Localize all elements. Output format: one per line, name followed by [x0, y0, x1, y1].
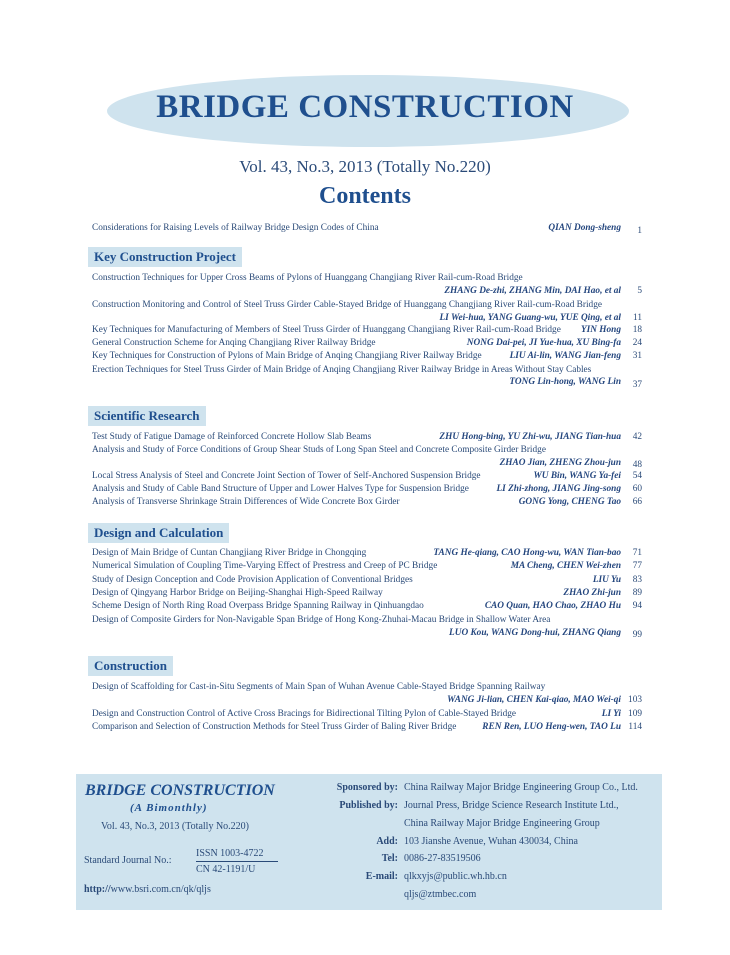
- article-page: 103: [628, 695, 642, 705]
- article-page: 31: [632, 351, 642, 361]
- toc-entry-continued[interactable]: [92, 627, 642, 640]
- toc-entry[interactable]: [92, 496, 642, 509]
- toc-entry[interactable]: [92, 547, 642, 560]
- article-page: 71: [632, 548, 642, 558]
- published-value-line2: China Railway Major Bridge Engineering Group: [404, 818, 600, 829]
- article-title: Considerations for Raising Levels of Railway Bridge Design Codes of China: [92, 223, 379, 233]
- toc-entry-continued[interactable]: [92, 694, 642, 707]
- tel-label: Tel:: [381, 853, 398, 864]
- article-title: Design of Main Bridge of Cuntan Changjiang River Bridge in Chongqing: [92, 548, 367, 558]
- article-authors: NONG Dai-pei, JI Yue-hua, XU Bing-fa: [466, 338, 621, 348]
- article-page: 114: [628, 722, 642, 732]
- article-authors: ZHU Hong-bing, YU Zhi-wu, JIANG Tian-hua: [439, 432, 621, 442]
- contents-heading: Contents: [318, 183, 411, 209]
- article-authors: YIN Hong: [580, 325, 621, 335]
- article-authors: LI Zhi-zhong, JIANG Jing-song: [496, 484, 621, 494]
- toc-entry[interactable]: [92, 614, 642, 627]
- toc-entry[interactable]: [92, 600, 642, 613]
- sponsored-label: Sponsored by:: [336, 782, 398, 793]
- section-heading: Scientific Research: [88, 406, 206, 426]
- footer-volume-line: Vol. 43, No.3, 2013 (Totally No.220): [101, 821, 249, 832]
- article-page: 77: [632, 561, 642, 571]
- article-title: Design and Construction Control of Active Cross Bracings for Bidirectional Tilting Pylon of Cable-Stayed Bridge: [92, 709, 517, 719]
- article-title: General Construction Scheme for Anqing Changjiang River Railway Bridge: [92, 338, 376, 348]
- journal-title: BRIDGE CONSTRUCTION: [156, 89, 574, 125]
- article-page: 94: [632, 601, 642, 611]
- toc-entry[interactable]: [92, 431, 642, 444]
- published-label: Published by:: [339, 800, 398, 811]
- toc-entry[interactable]: [92, 708, 642, 721]
- article-authors: LIU Yu: [592, 575, 621, 585]
- toc-entry[interactable]: [92, 587, 642, 600]
- article-authors: TANG He-qiang, CAO Hong-wu, WAN Tian-bao: [433, 548, 621, 558]
- toc-entry[interactable]: [92, 324, 642, 337]
- article-title: Key Techniques for Manufacturing of Members of Steel Truss Girder of Huanggang Changjiang River Rail-cum-Road Bridge: [92, 325, 561, 335]
- article-page: 54: [632, 471, 642, 481]
- article-page: 37: [632, 380, 642, 390]
- article-title: Comparison and Selection of Construction Methods for Steel Truss Girder of Baling River Bridge: [92, 722, 457, 732]
- address-label: Add:: [376, 836, 398, 847]
- toc-entry[interactable]: [92, 483, 642, 496]
- article-authors: LIU Ai-lin, WANG Jian-feng: [509, 351, 621, 361]
- article-title: Construction Techniques for Upper Cross Beams of Pylons of Huanggang Changjiang River Rail-cum-Road Bridge: [92, 273, 523, 283]
- article-authors: ZHANG De-zhi, ZHANG Min, DAI Hao, et al: [444, 286, 621, 296]
- toc-entry[interactable]: [92, 337, 642, 350]
- article-authors: TONG Lin-hong, WANG Lin: [509, 377, 621, 387]
- article-title: Study of Design Conception and Code Provision Application of Conventional Bridges: [92, 575, 413, 585]
- toc-entry[interactable]: [92, 470, 642, 483]
- article-title: Key Techniques for Construction of Pylons of Main Bridge of Anqing Changjiang River Railway Bridge: [92, 351, 482, 361]
- article-title: Analysis and Study of Force Conditions of Group Shear Studs of Long Span Steel and Concrete Composite Girder Bridge: [92, 445, 546, 455]
- article-page: 18: [632, 325, 642, 335]
- article-page: 66: [632, 497, 642, 507]
- tel-value: 0086-27-83519506: [404, 853, 481, 864]
- article-authors: MA Cheng, CHEN Wei-zhen: [510, 561, 621, 571]
- section-heading: Construction: [88, 656, 173, 676]
- website-link[interactable]: [84, 884, 211, 895]
- article-authors: ZHAO Jian, ZHENG Zhou-jun: [499, 458, 621, 468]
- article-authors: QIAN Dong-sheng: [548, 223, 621, 233]
- article-authors: LI Wei-hua, YANG Guang-wu, YUE Qing, et al: [439, 313, 621, 323]
- article-title: Analysis of Transverse Shrinkage Strain Differences of Wide Concrete Box Girder: [92, 497, 400, 507]
- address-value: 103 Jianshe Avenue, Wuhan 430034, China: [404, 836, 578, 847]
- article-page: 109: [628, 709, 642, 719]
- toc-entry-continued[interactable]: [92, 376, 642, 389]
- email-link-1[interactable]: qlkxyjs@public.wh.hb.cn: [404, 871, 507, 882]
- toc-entry-continued[interactable]: [92, 457, 642, 470]
- article-authors: ZHAO Zhi-jun: [563, 588, 621, 598]
- cn-number: CN 42-1191/U: [196, 861, 278, 875]
- article-page: 89: [632, 588, 642, 598]
- issn-number: ISSN 1003-4722: [196, 848, 264, 859]
- article-title: Local Stress Analysis of Steel and Concrete Joint Section of Tower of Self-Anchored Suspension Bridge: [92, 471, 481, 481]
- footer-journal-title: BRIDGE CONSTRUCTION: [85, 782, 275, 799]
- article-page: 60: [632, 484, 642, 494]
- article-title: Scheme Design of North Ring Road Overpass Bridge Spanning Railway in Qinhuangdao: [92, 601, 424, 611]
- article-authors: CAO Quan, HAO Chao, ZHAO Hu: [484, 601, 621, 611]
- article-authors: GONG Yong, CHENG Tao: [518, 497, 621, 507]
- toc-entry[interactable]: [92, 681, 642, 694]
- section-heading: Key Construction Project: [88, 247, 242, 267]
- article-page: 24: [632, 338, 642, 348]
- toc-entry[interactable]: [92, 721, 642, 734]
- toc-entry[interactable]: [92, 444, 642, 457]
- article-title: Construction Monitoring and Control of Steel Truss Girder Cable-Stayed Bridge of Huanggang Changjiang River Rail-cum-Road Bridge: [92, 300, 602, 310]
- toc-entry-continued[interactable]: [92, 285, 642, 298]
- standard-journal-numbers: [196, 848, 278, 875]
- email-link-2[interactable]: qljs@ztmbec.com: [404, 889, 477, 900]
- toc-entry[interactable]: [92, 350, 642, 363]
- article-title: Analysis and Study of Cable Band Structure of Upper and Lower Halves Type for Suspension Bridge: [92, 484, 469, 494]
- sponsored-value: China Railway Major Bridge Engineering Group Co., Ltd.: [404, 782, 638, 793]
- standard-journal-label: Standard Journal No.:: [84, 855, 172, 866]
- article-authors: REN Ren, LUO Heng-wen, TAO Lu: [482, 722, 621, 732]
- footer-frequency: (A Bimonthly): [130, 802, 208, 814]
- article-page: 42: [632, 432, 642, 442]
- toc-entry[interactable]: [92, 560, 642, 573]
- toc-entry[interactable]: [92, 222, 642, 235]
- article-title: Erection Techniques for Steel Truss Girder of Main Bridge of Anqing Changjiang River Railway Bridge in Areas Without Stay Cables: [92, 365, 592, 375]
- article-page: 1: [637, 226, 642, 236]
- article-title: Test Study of Fatigue Damage of Reinforced Concrete Hollow Slab Beams: [92, 432, 372, 442]
- toc-entry[interactable]: [92, 299, 642, 312]
- section-heading: Design and Calculation: [88, 523, 229, 543]
- article-authors: LUO Kou, WANG Dong-hui, ZHANG Qiang: [449, 628, 621, 638]
- article-page: 99: [632, 630, 642, 640]
- article-page: 83: [632, 575, 642, 585]
- email-label: E-mail:: [365, 871, 398, 882]
- article-page: 48: [632, 460, 642, 470]
- article-page: 5: [637, 286, 642, 296]
- article-title: Design of Qingyang Harbor Bridge on Beijing-Shanghai High-Speed Railway: [92, 588, 383, 598]
- toc-entry[interactable]: [92, 574, 642, 587]
- article-authors: WANG Ji-lian, CHEN Kai-qiao, MAO Wei-qi: [447, 695, 621, 705]
- toc-entry[interactable]: [92, 272, 642, 285]
- article-authors: LI Yi: [601, 709, 621, 719]
- url-label: http://: [84, 884, 111, 895]
- volume-line: Vol. 43, No.3, 2013 (Totally No.220): [239, 157, 491, 176]
- article-title: Numerical Simulation of Coupling Time-Varying Effect of Prestress and Creep of PC Bridge: [92, 561, 438, 571]
- article-page: 11: [633, 313, 642, 323]
- article-title: Design of Composite Girders for Non-Navigable Span Bridge of Hong Kong-Zhuhai-Macau Bridge in Shallow Water Area: [92, 615, 551, 625]
- article-authors: WU Bin, WANG Ya-fei: [533, 471, 621, 481]
- url-value: www.bsri.com.cn/qk/qljs: [110, 884, 211, 895]
- published-value-line1: Journal Press, Bridge Science Research Institute Ltd.,: [404, 800, 619, 811]
- article-title: Design of Scaffolding for Cast-in-Situ Segments of Main Span of Wuhan Avenue Cable-Stayed Bridge Spanning Railway: [92, 682, 546, 692]
